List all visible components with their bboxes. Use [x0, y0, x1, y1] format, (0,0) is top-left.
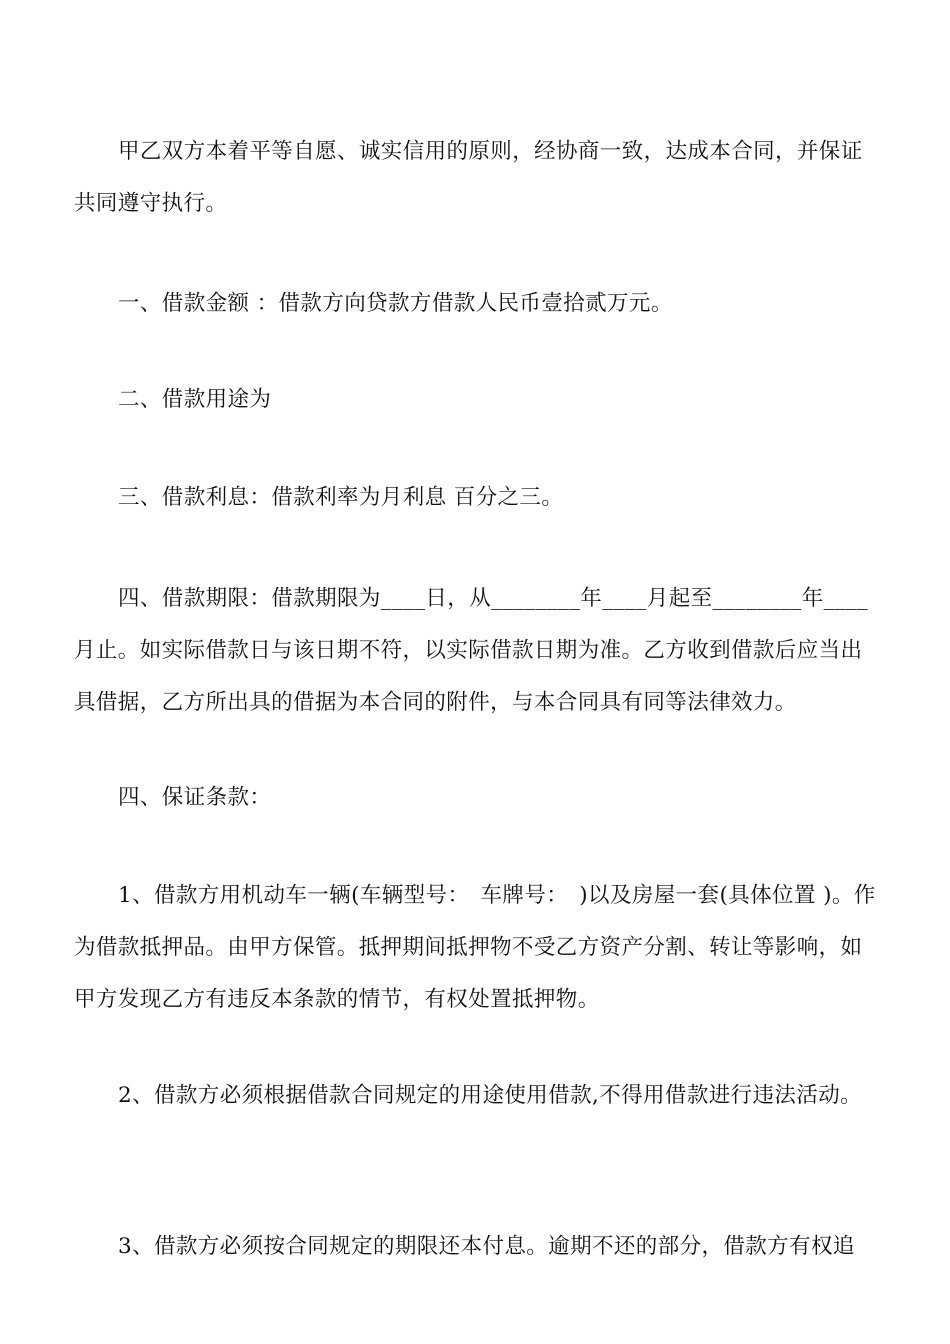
paragraph-loan-interest — [74, 472, 880, 524]
paragraph-loan-purpose — [74, 374, 880, 426]
paragraph-loan-term — [74, 573, 880, 729]
paragraph-clause-1 — [74, 870, 880, 1026]
paragraph-guarantee-heading — [74, 772, 880, 824]
paragraph-text: 1、借款方用机动车一辆(车辆型号： 车牌号： )以及房屋一套(具体位置 )。作为借款抵押品。由甲方保管。抵押期间抵押物不受乙方资产分割、转让等影响，如甲方发现乙方有违反本条款的情节，有权处置抵押物。 — [74, 883, 876, 1012]
paragraph-text: 三、借款利息：借款利率为月利息 百分之三。 — [118, 485, 564, 510]
paragraph-text: 甲乙双方本着平等自愿、诚实信用的原则，经协商一致，达成本合同，并保证共同遵守执行。 — [74, 139, 863, 216]
paragraph-text: 四、借款期限：借款期限为____日，从________年____月起至________年____月止。如实际借款日与该日期不符，以实际借款日期为准。乙方收到借款后应当出具借据，乙方所出具的借据为本合同的附件，与本合同具有同等法律效力。 — [74, 586, 869, 715]
paragraph-loan-amount — [74, 278, 880, 330]
paragraph-text: 3、借款方必须按合同规定的期限还本付息。逾期不还的部分，借款方有权追 — [118, 1234, 855, 1259]
paragraph-text: 2、借款方必须根据借款合同规定的用途使用借款,不得用借款进行违法活动。 — [118, 1083, 863, 1108]
paragraph-clause-3 — [74, 1221, 880, 1273]
paragraph-text: 二、借款用途为 — [118, 387, 272, 412]
paragraph-text: 四、保证条款： — [118, 785, 272, 810]
paragraph-clause-2 — [74, 1070, 880, 1122]
paragraph-preamble — [74, 126, 880, 230]
paragraph-text: 一、借款金额 ：借款方向贷款方借款人民币壹拾贰万元。 — [118, 291, 673, 316]
